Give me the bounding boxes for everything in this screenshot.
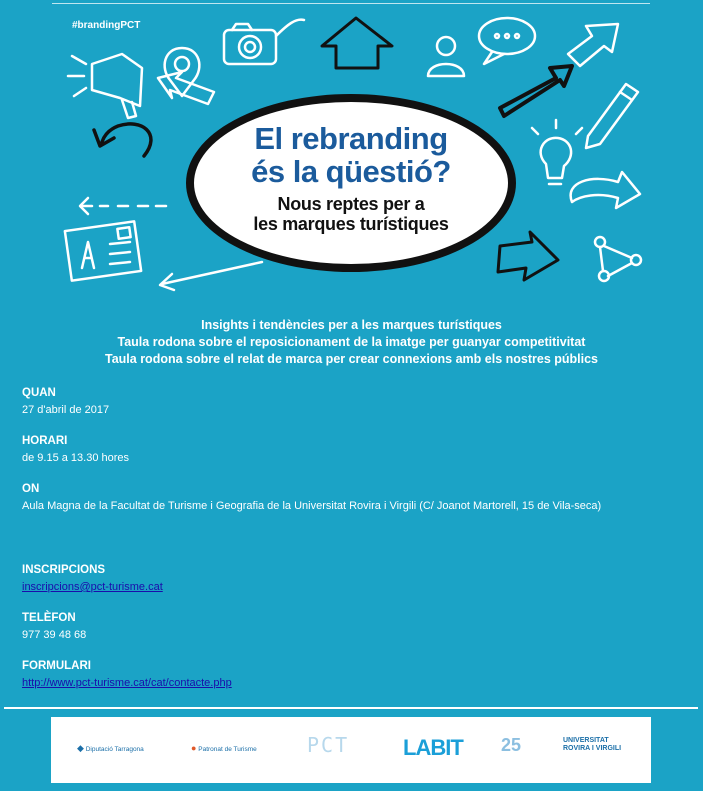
speech-bubble-icon bbox=[479, 18, 535, 64]
urv-25-logo: 25 bbox=[501, 735, 522, 755]
diputacio-emblem-icon: ◆ bbox=[77, 743, 84, 753]
phone-value: 977 39 48 68 bbox=[22, 629, 87, 641]
headline-line-1: El rebranding bbox=[254, 121, 448, 156]
event-banner bbox=[52, 6, 650, 296]
intro-line-2: Taula rodona sobre el reposicionament de la imatge per guanyar competitivitat bbox=[117, 335, 586, 349]
event-intro bbox=[0, 317, 703, 368]
location-label: ON bbox=[22, 483, 40, 495]
when-section bbox=[22, 386, 692, 418]
contact-form-link[interactable]: http://www.pct-turisme.cat/cat/contacte.php bbox=[22, 677, 232, 689]
labit-logo: LABIT bbox=[403, 735, 463, 760]
bottom-left-arrow-icon bbox=[160, 262, 262, 290]
curled-arrow-icon bbox=[94, 124, 151, 156]
diputacio-logo: ◆ Diputació Tarragona bbox=[77, 743, 144, 753]
location-value: Aula Magna de la Facultat de Turisme i Geografia de la Universitat Rovira i Virgili (C/ Joanot Martorell, 15 de Vila-seca) bbox=[22, 500, 602, 512]
registration-email-link[interactable]: inscripcions@pct-turisme.cat bbox=[22, 581, 163, 593]
up-arrow-icon bbox=[322, 18, 392, 68]
phone-section bbox=[22, 611, 692, 643]
pct-logo: PCT bbox=[307, 733, 350, 757]
form-label: FORMULARI bbox=[22, 660, 91, 672]
urv-logo: UNIVERSITAT ROVIRA I VIRGILI bbox=[563, 737, 622, 752]
top-right-arrow-icon bbox=[568, 24, 618, 66]
network-icon bbox=[595, 237, 641, 281]
form-section bbox=[22, 659, 692, 691]
dashed-arrow-icon bbox=[80, 198, 166, 214]
registration-section bbox=[22, 563, 692, 595]
lightbulb-icon bbox=[532, 120, 582, 184]
camera-icon bbox=[224, 20, 304, 64]
patronat-logo: ● Patronat de Turisme bbox=[191, 743, 257, 753]
bottom-divider bbox=[4, 707, 698, 709]
schedule-value: de 9.15 a 13.30 hores bbox=[22, 452, 130, 464]
schedule-label: HORARI bbox=[22, 435, 68, 447]
location-section bbox=[22, 482, 692, 514]
intro-line-3: Taula rodona sobre el relat de marca per crear connexions amb els nostres públics bbox=[105, 352, 598, 366]
curved-right-arrow-icon bbox=[571, 172, 640, 208]
hashtag: #brandingPCT bbox=[72, 20, 141, 31]
intro-line-1: Insights i tendències per a les marques turístiques bbox=[201, 318, 502, 332]
headline-line-2: és la qüestió? bbox=[251, 154, 451, 189]
top-divider bbox=[52, 3, 650, 4]
left-arrow-icon bbox=[158, 72, 214, 104]
down-right-arrow-icon bbox=[498, 232, 558, 280]
registration-label: INSCRIPCIONS bbox=[22, 564, 106, 576]
when-value: 27 d'abril de 2017 bbox=[22, 404, 110, 416]
megaphone-icon bbox=[68, 54, 142, 118]
when-label: QUAN bbox=[22, 387, 56, 399]
person-icon bbox=[428, 37, 464, 76]
schedule-section bbox=[22, 434, 692, 466]
subline-line-1: Nous reptes per a bbox=[277, 194, 425, 214]
subline-line-2: les marques turístiques bbox=[253, 214, 449, 234]
patronat-emblem-icon: ● bbox=[191, 743, 197, 753]
phone-label: TELÈFON bbox=[22, 612, 76, 624]
pencil-icon bbox=[586, 84, 638, 148]
sponsor-logos bbox=[51, 717, 651, 783]
diagonal-arrow-icon bbox=[500, 66, 572, 116]
headline-bubble bbox=[186, 94, 516, 272]
postcard-icon bbox=[65, 221, 141, 280]
